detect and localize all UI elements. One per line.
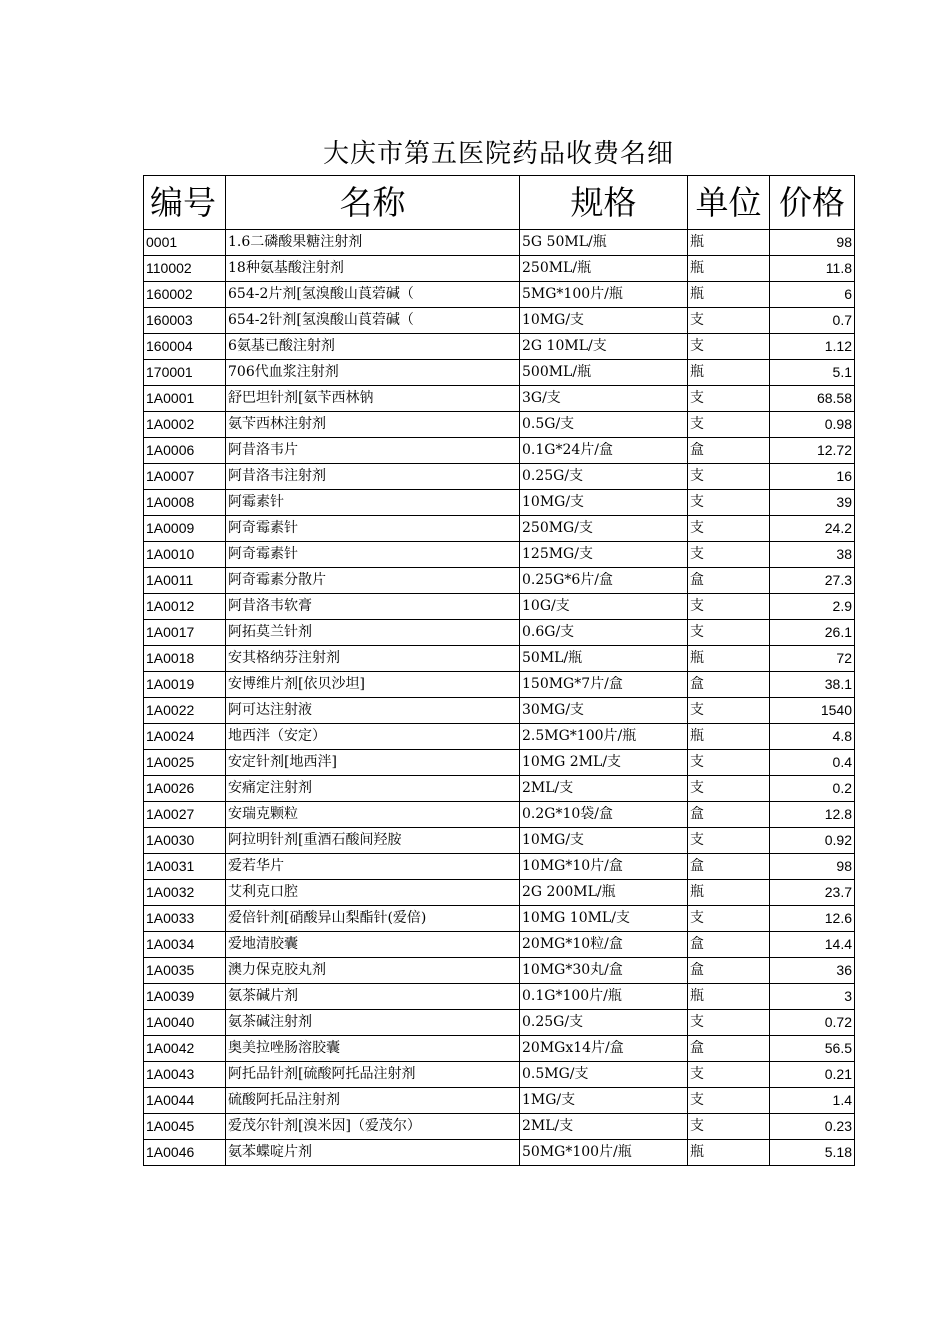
table-row xyxy=(144,828,855,854)
cell-code: 160002 xyxy=(144,282,226,308)
cell-name: 硫酸阿托品注射剂 xyxy=(226,1088,520,1114)
cell-unit: 支 xyxy=(688,594,770,620)
cell-price: 68.58 xyxy=(770,386,855,412)
cell-name: 阿昔洛韦软膏 xyxy=(226,594,520,620)
table-row xyxy=(144,1036,855,1062)
cell-spec: 125MG/支 xyxy=(520,542,688,568)
cell-spec: 50ML/瓶 xyxy=(520,646,688,672)
header-name: 名称 xyxy=(226,176,520,230)
cell-spec: 20MG*10粒/盒 xyxy=(520,932,688,958)
cell-name: 阿可达注射液 xyxy=(226,698,520,724)
cell-price: 6 xyxy=(770,282,855,308)
cell-price: 11.8 xyxy=(770,256,855,282)
cell-name: 阿昔洛韦片 xyxy=(226,438,520,464)
cell-spec: 10MG/支 xyxy=(520,490,688,516)
cell-name: 奥美拉唑肠溶胶囊 xyxy=(226,1036,520,1062)
table-row xyxy=(144,984,855,1010)
cell-price: 39 xyxy=(770,490,855,516)
cell-price: 3 xyxy=(770,984,855,1010)
cell-unit: 支 xyxy=(688,542,770,568)
cell-unit: 支 xyxy=(688,1010,770,1036)
cell-unit: 盒 xyxy=(688,568,770,594)
table-row xyxy=(144,672,855,698)
cell-price: 5.18 xyxy=(770,1140,855,1166)
cell-unit: 盒 xyxy=(688,802,770,828)
cell-name: 阿奇霉素针 xyxy=(226,516,520,542)
cell-price: 1540 xyxy=(770,698,855,724)
cell-code: 110002 xyxy=(144,256,226,282)
cell-name: 安痛定注射剂 xyxy=(226,776,520,802)
cell-spec: 2G 10ML/支 xyxy=(520,334,688,360)
cell-price: 98 xyxy=(770,854,855,880)
cell-name: 氨茶碱片剂 xyxy=(226,984,520,1010)
table-row xyxy=(144,438,855,464)
cell-unit: 瓶 xyxy=(688,880,770,906)
cell-unit: 支 xyxy=(688,750,770,776)
table-row xyxy=(144,906,855,932)
table-row xyxy=(144,334,855,360)
cell-name: 地西泮（安定） xyxy=(226,724,520,750)
cell-code: 1A0017 xyxy=(144,620,226,646)
cell-code: 160004 xyxy=(144,334,226,360)
cell-price: 72 xyxy=(770,646,855,672)
cell-price: 0.72 xyxy=(770,1010,855,1036)
table-row xyxy=(144,776,855,802)
header-spec: 规格 xyxy=(520,176,688,230)
cell-name: 爱若华片 xyxy=(226,854,520,880)
table-row xyxy=(144,308,855,334)
table-body xyxy=(144,230,855,1166)
cell-price: 12.8 xyxy=(770,802,855,828)
cell-price: 0.23 xyxy=(770,1114,855,1140)
cell-spec: 0.25G/支 xyxy=(520,1010,688,1036)
cell-code: 1A0039 xyxy=(144,984,226,1010)
cell-price: 23.7 xyxy=(770,880,855,906)
cell-unit: 支 xyxy=(688,776,770,802)
cell-name: 艾利克口腔 xyxy=(226,880,520,906)
cell-name: 654-2片剂[氢溴酸山莨菪碱（ xyxy=(226,282,520,308)
cell-price: 14.4 xyxy=(770,932,855,958)
cell-spec: 5G 50ML/瓶 xyxy=(520,230,688,256)
cell-unit: 瓶 xyxy=(688,360,770,386)
cell-code: 1A0044 xyxy=(144,1088,226,1114)
cell-spec: 500ML/瓶 xyxy=(520,360,688,386)
cell-spec: 30MG/支 xyxy=(520,698,688,724)
cell-name: 氨苄西林注射剂 xyxy=(226,412,520,438)
table-row xyxy=(144,230,855,256)
table-row xyxy=(144,1088,855,1114)
table-row xyxy=(144,282,855,308)
cell-unit: 支 xyxy=(688,334,770,360)
cell-spec: 0.25G/支 xyxy=(520,464,688,490)
cell-spec: 0.1G*100片/瓶 xyxy=(520,984,688,1010)
cell-spec: 2ML/支 xyxy=(520,1114,688,1140)
cell-spec: 0.25G*6片/盒 xyxy=(520,568,688,594)
cell-name: 澳力保克胶丸剂 xyxy=(226,958,520,984)
cell-price: 16 xyxy=(770,464,855,490)
table-row xyxy=(144,256,855,282)
cell-spec: 0.5G/支 xyxy=(520,412,688,438)
cell-code: 1A0026 xyxy=(144,776,226,802)
cell-code: 1A0022 xyxy=(144,698,226,724)
table-row xyxy=(144,932,855,958)
cell-name: 安定针剂[地西泮] xyxy=(226,750,520,776)
cell-code: 1A0025 xyxy=(144,750,226,776)
cell-spec: 10MG/支 xyxy=(520,828,688,854)
cell-spec: 0.1G*24片/盒 xyxy=(520,438,688,464)
cell-spec: 0.6G/支 xyxy=(520,620,688,646)
cell-name: 安瑞克颗粒 xyxy=(226,802,520,828)
cell-spec: 2ML/支 xyxy=(520,776,688,802)
table-row xyxy=(144,412,855,438)
cell-code: 1A0024 xyxy=(144,724,226,750)
cell-price: 98 xyxy=(770,230,855,256)
cell-unit: 支 xyxy=(688,308,770,334)
header-price: 价格 xyxy=(770,176,855,230)
table-row xyxy=(144,646,855,672)
table-row xyxy=(144,1010,855,1036)
table-row xyxy=(144,880,855,906)
cell-unit: 盒 xyxy=(688,672,770,698)
cell-price: 0.98 xyxy=(770,412,855,438)
cell-code: 1A0030 xyxy=(144,828,226,854)
cell-price: 0.92 xyxy=(770,828,855,854)
table-row xyxy=(144,464,855,490)
cell-spec: 50MG*100片/瓶 xyxy=(520,1140,688,1166)
cell-name: 安其格纳芬注射剂 xyxy=(226,646,520,672)
table-row xyxy=(144,724,855,750)
cell-code: 1A0032 xyxy=(144,880,226,906)
table-row xyxy=(144,516,855,542)
cell-code: 170001 xyxy=(144,360,226,386)
cell-code: 1A0010 xyxy=(144,542,226,568)
cell-name: 18种氨基酸注射剂 xyxy=(226,256,520,282)
cell-code: 1A0018 xyxy=(144,646,226,672)
cell-price: 56.5 xyxy=(770,1036,855,1062)
cell-name: 阿拉明针剂[重酒石酸间羟胺 xyxy=(226,828,520,854)
cell-code: 1A0012 xyxy=(144,594,226,620)
cell-spec: 250MG/支 xyxy=(520,516,688,542)
table-row xyxy=(144,620,855,646)
cell-unit: 盒 xyxy=(688,854,770,880)
cell-name: 阿奇霉素针 xyxy=(226,542,520,568)
cell-unit: 瓶 xyxy=(688,646,770,672)
table-row xyxy=(144,854,855,880)
cell-price: 24.2 xyxy=(770,516,855,542)
cell-price: 0.4 xyxy=(770,750,855,776)
cell-name: 阿昔洛韦注射剂 xyxy=(226,464,520,490)
cell-unit: 支 xyxy=(688,1114,770,1140)
cell-unit: 瓶 xyxy=(688,230,770,256)
cell-code: 1A0046 xyxy=(144,1140,226,1166)
document-title: 大庆市第五医院药品收费名细 xyxy=(322,139,674,169)
cell-unit: 盒 xyxy=(688,438,770,464)
cell-code: 1A0043 xyxy=(144,1062,226,1088)
cell-spec: 1MG/支 xyxy=(520,1088,688,1114)
cell-unit: 瓶 xyxy=(688,256,770,282)
cell-spec: 10G/支 xyxy=(520,594,688,620)
cell-price: 0.21 xyxy=(770,1062,855,1088)
header-unit: 单位 xyxy=(688,176,770,230)
cell-code: 1A0019 xyxy=(144,672,226,698)
cell-code: 1A0045 xyxy=(144,1114,226,1140)
table-row xyxy=(144,568,855,594)
cell-code: 1A0006 xyxy=(144,438,226,464)
table-row xyxy=(144,386,855,412)
cell-unit: 支 xyxy=(688,906,770,932)
cell-unit: 支 xyxy=(688,620,770,646)
cell-code: 1A0001 xyxy=(144,386,226,412)
cell-name: 阿托品针剂[硫酸阿托品注射剂 xyxy=(226,1062,520,1088)
cell-spec: 3G/支 xyxy=(520,386,688,412)
cell-spec: 10MG/支 xyxy=(520,308,688,334)
cell-spec: 10MG 10ML/支 xyxy=(520,906,688,932)
table-row xyxy=(144,360,855,386)
cell-code: 1A0027 xyxy=(144,802,226,828)
cell-name: 706代血浆注射剂 xyxy=(226,360,520,386)
cell-price: 5.1 xyxy=(770,360,855,386)
cell-code: 1A0031 xyxy=(144,854,226,880)
cell-name: 氨茶碱注射剂 xyxy=(226,1010,520,1036)
table-row xyxy=(144,1114,855,1140)
cell-name: 爱地清胶囊 xyxy=(226,932,520,958)
table-row xyxy=(144,698,855,724)
cell-unit: 支 xyxy=(688,516,770,542)
cell-code: 1A0040 xyxy=(144,1010,226,1036)
cell-name: 爱倍针剂[硝酸异山梨酯针(爱倍) xyxy=(226,906,520,932)
cell-price: 2.9 xyxy=(770,594,855,620)
table-row xyxy=(144,750,855,776)
cell-name: 舒巴坦针剂[氨苄西林钠 xyxy=(226,386,520,412)
cell-unit: 瓶 xyxy=(688,282,770,308)
cell-spec: 2G 200ML/瓶 xyxy=(520,880,688,906)
cell-code: 1A0033 xyxy=(144,906,226,932)
cell-price: 12.72 xyxy=(770,438,855,464)
cell-unit: 支 xyxy=(688,1062,770,1088)
cell-code: 1A0011 xyxy=(144,568,226,594)
cell-name: 氨苯蝶啶片剂 xyxy=(226,1140,520,1166)
cell-name: 爱茂尔针剂[溴米因]（爱茂尔） xyxy=(226,1114,520,1140)
cell-spec: 5MG*100片/瓶 xyxy=(520,282,688,308)
cell-price: 0.7 xyxy=(770,308,855,334)
cell-price: 27.3 xyxy=(770,568,855,594)
cell-unit: 瓶 xyxy=(688,984,770,1010)
cell-spec: 2.5MG*100片/瓶 xyxy=(520,724,688,750)
cell-unit: 瓶 xyxy=(688,724,770,750)
cell-unit: 支 xyxy=(688,464,770,490)
cell-code: 1A0042 xyxy=(144,1036,226,1062)
table-row xyxy=(144,542,855,568)
cell-spec: 20MGx14片/盒 xyxy=(520,1036,688,1062)
cell-unit: 盒 xyxy=(688,1036,770,1062)
cell-name: 654-2针剂[氢溴酸山莨菪碱（ xyxy=(226,308,520,334)
cell-spec: 150MG*7片/盒 xyxy=(520,672,688,698)
cell-name: 1.6二磷酸果糖注射剂 xyxy=(226,230,520,256)
cell-code: 1A0035 xyxy=(144,958,226,984)
table-row xyxy=(144,958,855,984)
cell-code: 1A0008 xyxy=(144,490,226,516)
cell-unit: 支 xyxy=(688,490,770,516)
table-header-row xyxy=(144,176,855,230)
cell-code: 1A0002 xyxy=(144,412,226,438)
cell-unit: 支 xyxy=(688,828,770,854)
cell-spec: 10MG*30丸/盒 xyxy=(520,958,688,984)
cell-spec: 250ML/瓶 xyxy=(520,256,688,282)
cell-code: 1A0007 xyxy=(144,464,226,490)
table-row xyxy=(144,594,855,620)
cell-price: 1.4 xyxy=(770,1088,855,1114)
cell-price: 4.8 xyxy=(770,724,855,750)
table-row xyxy=(144,1062,855,1088)
header-code: 编号 xyxy=(144,176,226,230)
cell-name: 阿霉素针 xyxy=(226,490,520,516)
cell-code: 0001 xyxy=(144,230,226,256)
cell-unit: 支 xyxy=(688,1088,770,1114)
cell-name: 安博维片剂[依贝沙坦] xyxy=(226,672,520,698)
cell-spec: 10MG 2ML/支 xyxy=(520,750,688,776)
cell-price: 38.1 xyxy=(770,672,855,698)
cell-price: 12.6 xyxy=(770,906,855,932)
cell-price: 0.2 xyxy=(770,776,855,802)
cell-spec: 0.2G*10袋/盒 xyxy=(520,802,688,828)
cell-unit: 盒 xyxy=(688,958,770,984)
cell-name: 阿拓莫兰针剂 xyxy=(226,620,520,646)
cell-name: 6氨基已酸注射剂 xyxy=(226,334,520,360)
cell-spec: 0.5MG/支 xyxy=(520,1062,688,1088)
cell-code: 1A0034 xyxy=(144,932,226,958)
table-row xyxy=(144,1140,855,1166)
cell-price: 36 xyxy=(770,958,855,984)
cell-price: 26.1 xyxy=(770,620,855,646)
cell-name: 阿奇霉素分散片 xyxy=(226,568,520,594)
table-row xyxy=(144,802,855,828)
cell-price: 1.12 xyxy=(770,334,855,360)
cell-code: 1A0009 xyxy=(144,516,226,542)
cell-unit: 瓶 xyxy=(688,1140,770,1166)
cell-unit: 支 xyxy=(688,412,770,438)
cell-code: 160003 xyxy=(144,308,226,334)
cell-unit: 支 xyxy=(688,698,770,724)
cell-unit: 支 xyxy=(688,386,770,412)
drug-price-table xyxy=(143,175,855,1166)
cell-spec: 10MG*10片/盒 xyxy=(520,854,688,880)
cell-unit: 盒 xyxy=(688,932,770,958)
table-row xyxy=(144,490,855,516)
cell-price: 38 xyxy=(770,542,855,568)
